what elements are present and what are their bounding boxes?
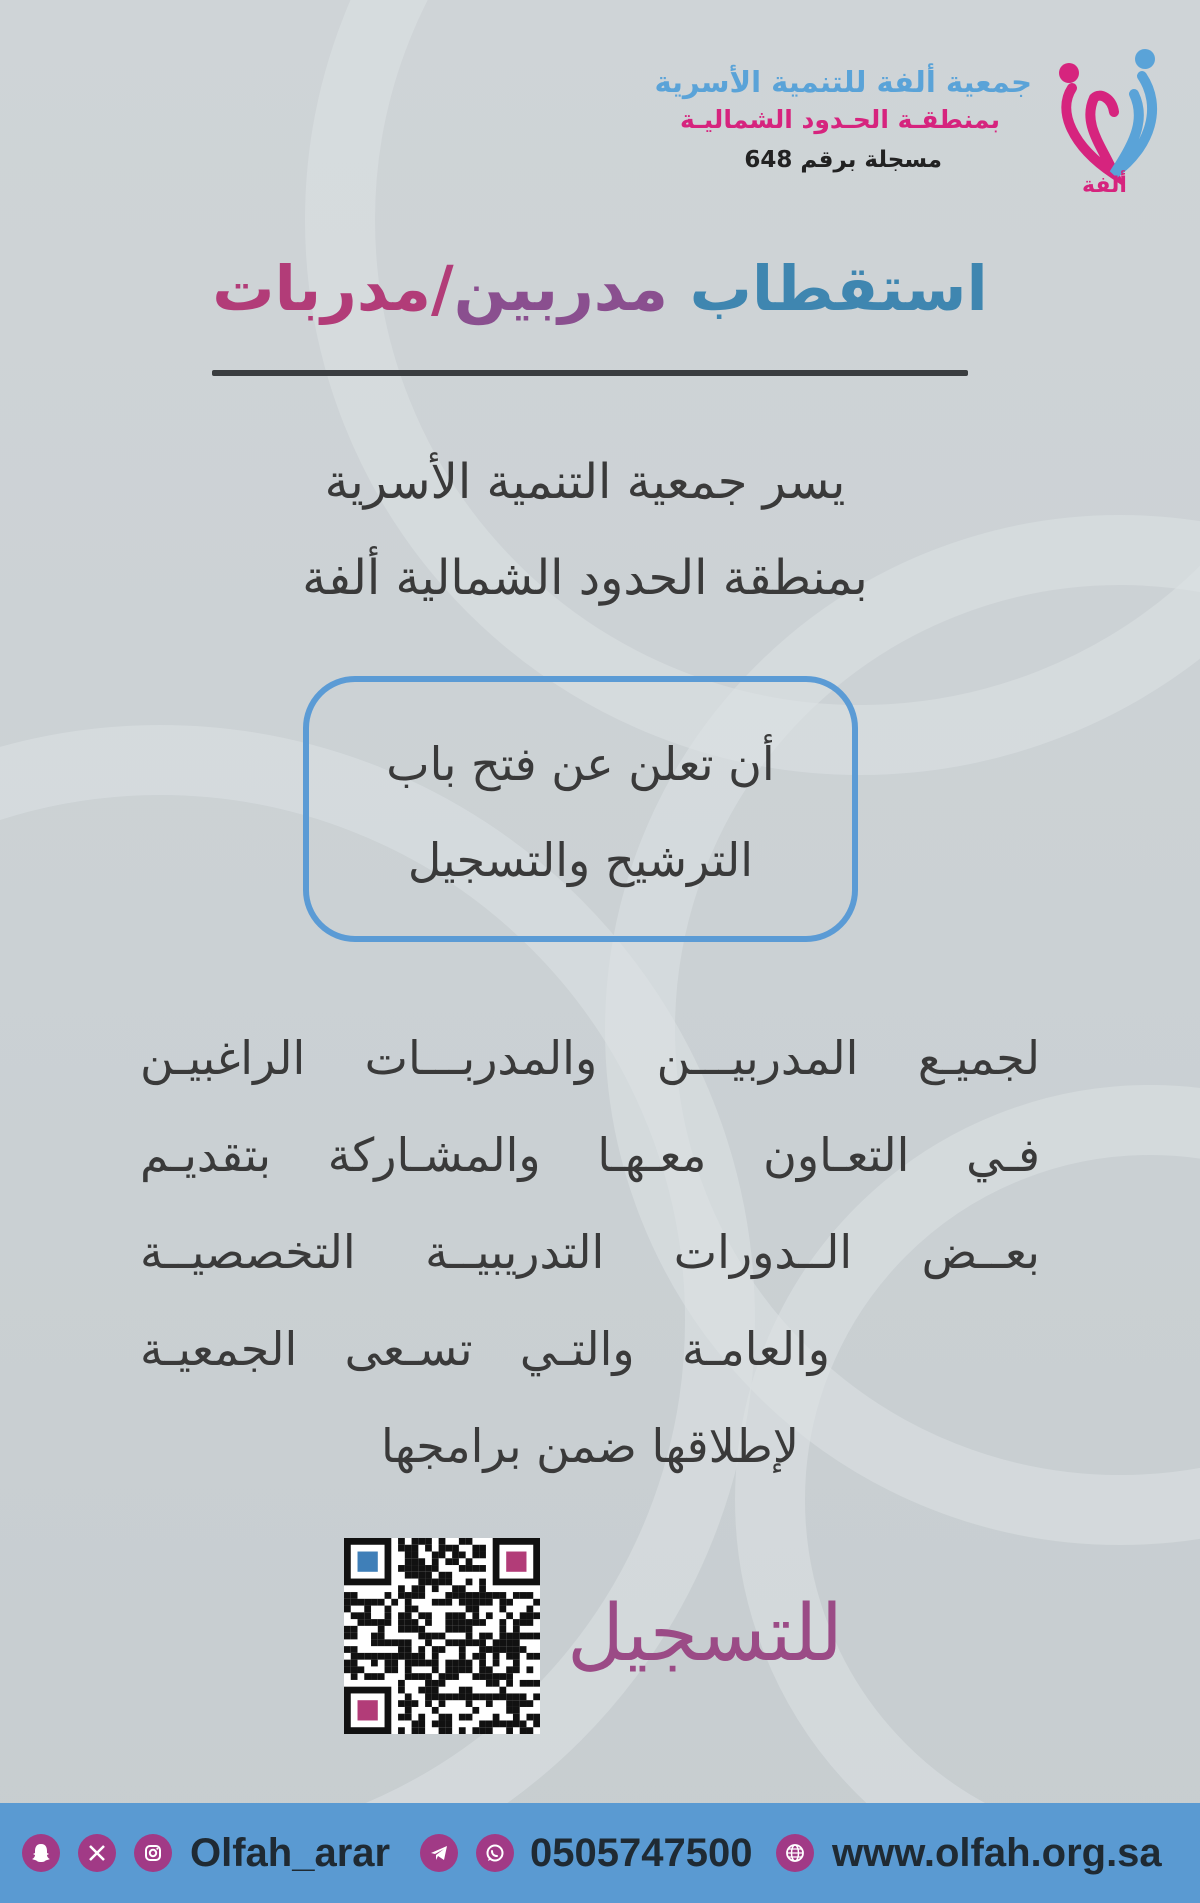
- title-part-2: مدربين: [453, 252, 668, 325]
- telegram-icon: [420, 1834, 458, 1872]
- body-line-4: والعامـة والتـي تسـعى الجمعيـة: [140, 1322, 830, 1376]
- globe-icon: [776, 1834, 814, 1872]
- organization-header: [472, 62, 1032, 178]
- title-part-1: استقطاب: [689, 252, 988, 325]
- organization-region: بمنطقـة الحـدود الشماليـة: [680, 105, 1000, 134]
- register-label: للتسجيل: [567, 1589, 843, 1679]
- phone-number[interactable]: [530, 1821, 752, 1885]
- intro-line-1: يسر جمعية التنمية الأسرية: [324, 454, 846, 510]
- registration-qr-code[interactable]: [344, 1538, 540, 1734]
- olfah-logo-icon: [1052, 46, 1162, 196]
- page-title: [0, 244, 1200, 334]
- whatsapp-icon: [476, 1834, 514, 1872]
- title-part-3: /مدربات: [212, 252, 454, 325]
- body-line-1: لجميـع المدربيـــن والمدربـــات الراغبيـن: [140, 1031, 1040, 1085]
- whatsapp-link[interactable]: [476, 1821, 514, 1885]
- logo-text: ألفة: [1082, 173, 1127, 196]
- intro-text: [0, 434, 1170, 626]
- snapchat-link[interactable]: [22, 1821, 60, 1885]
- social-handle[interactable]: [190, 1821, 390, 1885]
- body-paragraph: [140, 1010, 1040, 1495]
- intro-line-2: بمنطقة الحدود الشمالية ألفة: [302, 550, 868, 606]
- x-icon: [78, 1834, 116, 1872]
- announcement-text: [303, 716, 858, 908]
- registration-number: مسجلة برقم 648: [744, 147, 942, 173]
- instagram-icon: [134, 1834, 172, 1872]
- instagram-link[interactable]: [134, 1821, 172, 1885]
- website-link[interactable]: [776, 1821, 814, 1885]
- body-line-2: فـي التعـاون معـهـا والمشـاركة بتقديـم: [140, 1128, 1040, 1182]
- organization-name: جمعية ألفة للتنمية الأسرية: [654, 65, 1032, 99]
- website-text: www.olfah.org.sa: [832, 1830, 1162, 1875]
- body-line-5: لإطلاقها ضمن برامجها: [381, 1419, 799, 1473]
- announcement-line-1: أن تعلن عن فتح باب: [386, 737, 775, 791]
- website[interactable]: [832, 1821, 1162, 1885]
- title-divider: [212, 370, 968, 376]
- telegram-link[interactable]: [420, 1821, 458, 1885]
- x-link[interactable]: [78, 1821, 116, 1885]
- contact-footer: [0, 1803, 1200, 1903]
- snapchat-icon: [22, 1834, 60, 1872]
- social-handle-text: Olfah_arar: [190, 1830, 391, 1875]
- announcement-line-2: الترشيح والتسجيل: [407, 833, 754, 887]
- body-line-3: بعــض الــدورات التدريبيــة التخصصيــة: [140, 1225, 1040, 1279]
- phone-number-text: 0505747500: [530, 1830, 753, 1875]
